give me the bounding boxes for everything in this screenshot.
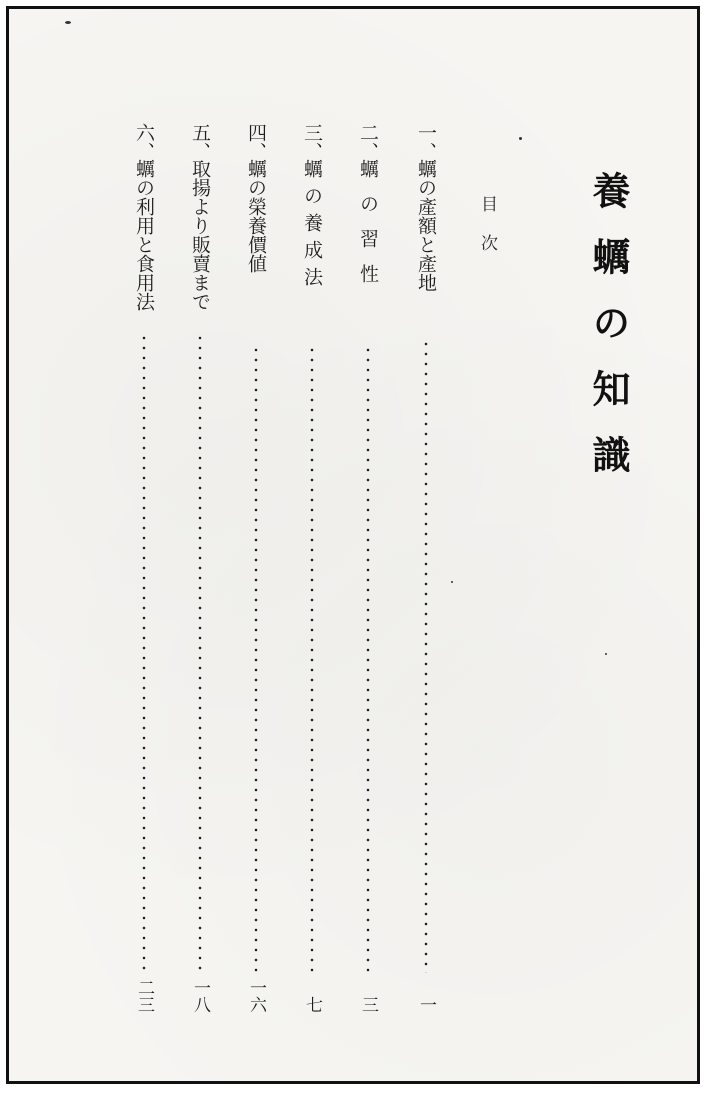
toc-entry-number: 二、: [357, 123, 379, 161]
toc-entry-number: 六、: [133, 123, 155, 161]
toc-entry[interactable]: [243, 123, 269, 1013]
toc-entry-number: 四、: [245, 123, 267, 161]
toc-entry-title: 蠣の榮養價値: [245, 159, 267, 273]
leader-dots: [366, 345, 370, 973]
toc-entry-page: 一八: [190, 979, 210, 1013]
toc-entry-page: 一: [416, 996, 436, 1013]
toc-entry[interactable]: [413, 123, 439, 1013]
toc-entry[interactable]: [299, 123, 325, 1013]
ink-speck: [605, 653, 607, 655]
leader-dots: [198, 333, 202, 973]
toc-entry-title: 蠣の產額と產地: [415, 159, 437, 292]
toc-entry[interactable]: [187, 123, 213, 1013]
toc-entry-title: 蠣の利用と食用法: [133, 159, 155, 311]
page-background: [9, 9, 697, 1081]
toc-entry-number: 三、: [301, 123, 323, 161]
toc-entry-number: 五、: [189, 123, 211, 161]
toc-entry-page: 三: [358, 996, 378, 1013]
toc-entry-page: 一六: [246, 979, 266, 1013]
book-title: 養蠣の知識: [586, 171, 631, 501]
toc-entry-number: 一、: [415, 123, 437, 161]
leader-dots: [254, 345, 258, 973]
leader-dots: [310, 345, 314, 973]
toc-entry-title: 蠣の養成法: [301, 159, 323, 294]
toc-entry-title: 蠣の習性: [357, 159, 379, 299]
toc-entry[interactable]: [131, 123, 157, 1013]
leader-dots: [424, 339, 428, 973]
toc-entry[interactable]: [355, 123, 381, 1013]
ink-speck: [451, 581, 453, 583]
ink-speck: [519, 137, 522, 140]
page-frame: [6, 6, 700, 1084]
toc-entry-title: 取揚より販賣まで: [189, 159, 211, 311]
toc-entry-page: 七: [302, 996, 322, 1013]
ink-speck: [65, 21, 71, 24]
toc-heading: 目次: [477, 195, 497, 273]
toc-entry-page: 二三: [134, 979, 154, 1013]
leader-dots: [142, 333, 146, 973]
